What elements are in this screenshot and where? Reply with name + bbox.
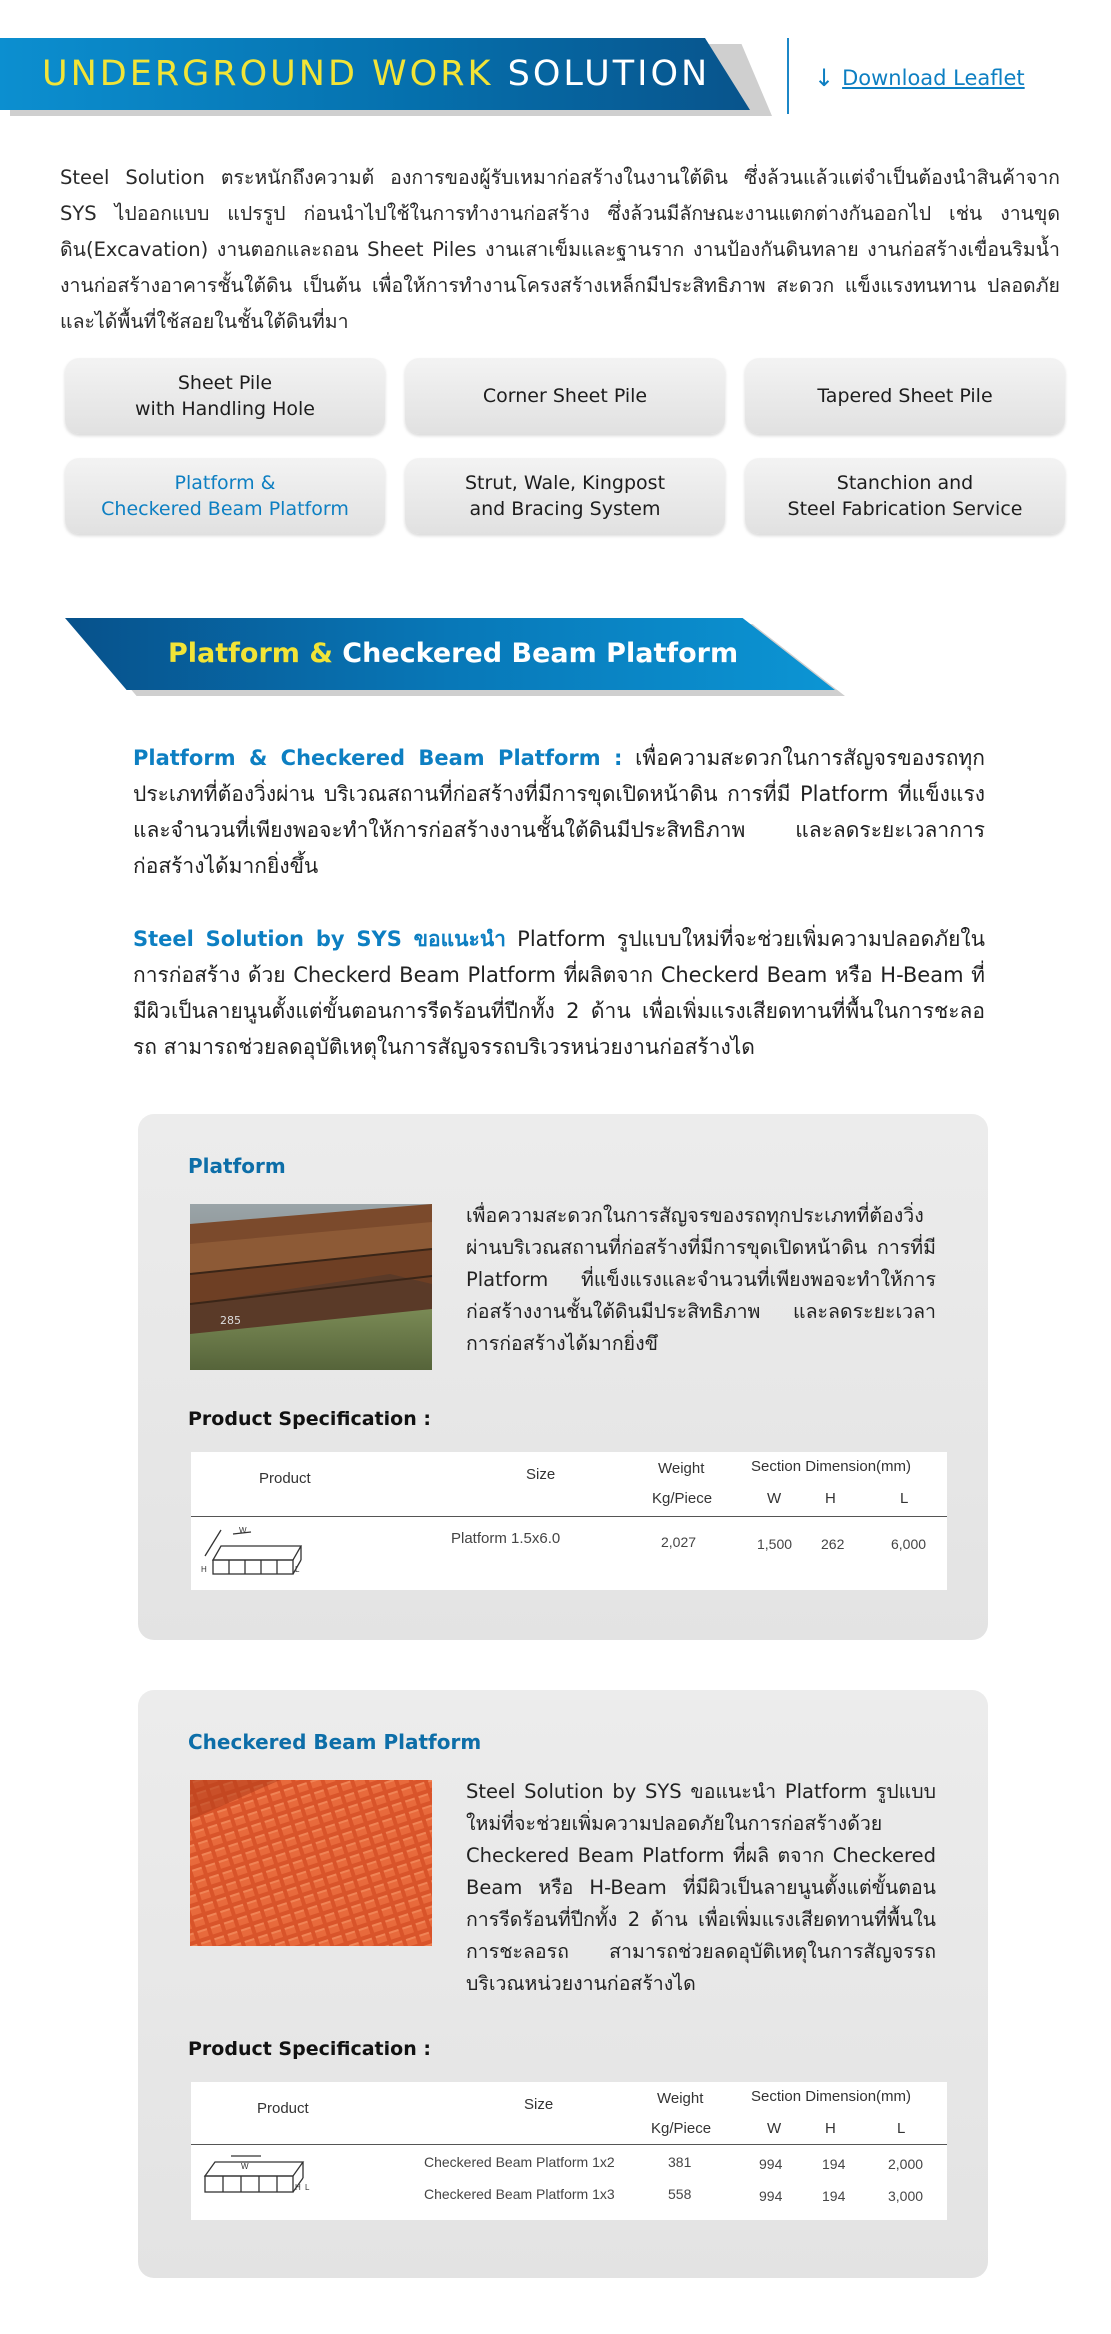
download-leaflet-label: Download Leaflet [842, 66, 1025, 90]
svg-text:L: L [305, 2183, 310, 2192]
spec-row-size: Platform 1.5x6.0 [451, 1530, 561, 1547]
spec-header-section: Section Dimension(mm) [751, 1458, 912, 1475]
header-title-part1: UNDERGROUND WORK [42, 54, 494, 94]
platform-card [138, 1114, 988, 1640]
spec-row-1-h: 194 [822, 2156, 846, 2172]
spec-header-rule [191, 2144, 947, 2145]
spec-header-weight-unit: Kg/Piece [651, 2120, 712, 2137]
spec-header-l: L [897, 2120, 906, 2137]
download-leaflet-link[interactable] [814, 66, 1025, 90]
category-sheet-pile-handling-hole[interactable]: Sheet Pile with Handling Hole [65, 358, 385, 434]
category-corner-sheet-pile[interactable]: Corner Sheet Pile [405, 358, 725, 434]
header-title-part2: SOLUTION [507, 54, 711, 94]
spec-row-w: 1,500 [757, 1536, 793, 1552]
svg-text:285: 285 [220, 1314, 241, 1327]
paragraph-1-lead: Platform & Checkered Beam Platform : [133, 746, 623, 770]
spec-row-weight: 2,027 [661, 1534, 697, 1550]
section-paragraph-2 [133, 921, 985, 1065]
spec-header-size: Size [524, 2096, 554, 2113]
platform-description: เพื่อความสะดวกในการสัญจรของรถทุกประเภทที่ต้องวิ่งผ่านบริเวณสถานที่ก่อสร้างที่มีการขุดเปิดหน้าดิน การที่มี Platform ที่แข็งแรงและจำนวนที่เพียงพอจะทำให้การก่อสร้างงานชั้นใต้ดินมีประสิทธิภาพ และลดระยะเวลาการก่อสร้างได้มากยิ่งขึ [466, 1204, 936, 1355]
spec-header-h: H [825, 2120, 836, 2137]
checkered-beam-description: Steel Solution by SYS ขอแนะนำ Platform รูปแบบใหม่ที่จะช่วยเพิ่มความปลอดภัยในการก่อสร้างด้วย Checkered Beam Platform ที่ผลิ ตจาก Checkered Beam หรือ H-Beam ที่มีผิวเป็นลายนูนตั้งแต่ขั้นตอนการรีดร้อนที่ปีกทั้ง 2 ด้าน เพื่อเพิ่มแรงเสียดทานที่พื้นในการชะลอรถ สามารถช่วยลดอุบัติเหตุในการสัญจรรถบริเวณหน่วยงานก่อสร้างได [466, 1780, 936, 1995]
spec-header-weight: Weight [658, 1460, 705, 1477]
svg-text:W: W [241, 2162, 249, 2171]
header-divider [787, 38, 789, 114]
section-title-banner [65, 618, 835, 690]
spec-row-1-l: 2,000 [888, 2156, 924, 2172]
platform-spec-title: Product Specification : [188, 1408, 431, 1430]
category-grid [65, 358, 1065, 534]
spec-header-weight-unit: Kg/Piece [652, 1490, 713, 1507]
category-stanchion-fabrication[interactable]: Stanchion and Steel Fabrication Service [745, 458, 1065, 534]
svg-text:H: H [201, 1565, 207, 1574]
spec-row-1-size: Checkered Beam Platform 1x2 [424, 2154, 615, 2170]
checkered-beam-card-title: Checkered Beam Platform [188, 1730, 482, 1754]
intro-paragraph: Steel Solution ตระหนักถึงความต้ องการของผู้รับเหมาก่อสร้างในงานใต้ดิน ซึ่งล้วนแล้วแต่จำเป็นต้องนำสินค้าจาก SYS ไปออกแบบ แปรรูป ก่อนนำไปใช้ในการทำงานก่อสร้าง ซึ่งล้วนมีลักษณะงานแตกต่างกันออกไป เช่น งานขุดดิน(Excavation) งานตอกและถอน Sheet Piles งานเสาเข็มและฐานราก งานป้องกันดินทลาย งานก่อสร้างเขื่อนริมน้ำ งานก่อสร้างอาคารชั้นใต้ดิน เป็นต้น เพื่อให้การทำงานโครงสร้างเหล็กมีประสิทธิภาพ สะดวก แข็งแรงทนทาน ปลอดภัย และได้พื้นที่ใช้สอยในชั้นใต้ดินที่มา [60, 166, 1060, 333]
spec-row-1-w: 994 [759, 2156, 783, 2172]
category-tapered-sheet-pile[interactable]: Tapered Sheet Pile [745, 358, 1065, 434]
svg-text:L: L [295, 1565, 300, 1574]
spec-row-2-size: Checkered Beam Platform 1x3 [424, 2186, 615, 2202]
paragraph-2-text: Platform รูปแบบใหม่ที่จะช่วยเพิ่มความปลอดภัยในการก่อสร้าง ด้วย Checkerd Beam Platform ที่ผลิตจาก Checkerd Beam หรือ H-Beam ที่มีผิวเป็นลายนูนตั้งแต่ขั้นตอนการรีดร้อนที่ปีกทั้ง 2 ด้าน เพื่อเพิ่มแรงเสียดทานที่พื้นในการชะลอรถ สามารถช่วยลดอุบัติเหตุในการสัญจรรถบริเวรหน่วยงานก่อสร้างได [133, 927, 985, 1059]
spec-row-h: 262 [821, 1536, 845, 1552]
section-title [168, 638, 738, 669]
spec-header-w: W [767, 1490, 782, 1507]
spec-row-1-weight: 381 [668, 2154, 692, 2170]
spec-row-2-l: 3,000 [888, 2188, 924, 2204]
checkered-beam-photo [190, 1780, 432, 1946]
checkered-beam-spec-title: Product Specification : [188, 2038, 431, 2060]
checkered-beam-diagram-icon [201, 2152, 313, 2207]
svg-text:W: W [239, 1526, 247, 1535]
spec-header-w: W [767, 2120, 782, 2137]
category-strut-wale-kingpost[interactable]: Strut, Wale, Kingpost and Bracing System [405, 458, 725, 534]
checkered-beam-card [138, 1690, 988, 2278]
paragraph-1-text: เพื่อความสะดวกในการสัญจรของรถทุกประเภทที่ต้องวิ่งผ่าน บริเวณสถานที่ก่อสร้างที่มีการขุดเปิดหน้าดิน การที่มี Platform ที่แข็งแรงและจำนวนที่เพียงพอจะทำให้การก่อสร้างงานชั้นใต้ดินมีประสิทธิภาพ และลดระยะเวลาการก่อสร้างได้มากยิ่งขึ้น [133, 746, 985, 878]
spec-row-2-weight: 558 [668, 2186, 692, 2202]
spec-header-h: H [825, 1490, 836, 1507]
spec-header-size: Size [526, 1466, 556, 1483]
spec-row-l: 6,000 [891, 1536, 927, 1552]
spec-row-2-w: 994 [759, 2188, 783, 2204]
spec-header-product: Product [259, 1470, 311, 1487]
section-title-part1: Platform & [168, 638, 333, 669]
spec-header-l: L [900, 1490, 909, 1507]
spec-header-section: Section Dimension(mm) [751, 2088, 912, 2105]
down-arrow-icon: ↓ [814, 64, 835, 92]
spec-header-product: Product [257, 2100, 309, 2117]
section-paragraph-1 [133, 740, 985, 884]
category-platform-checkered-beam[interactable]: Platform & Checkered Beam Platform [65, 458, 385, 534]
checkered-beam-spec-table [191, 2082, 947, 2220]
paragraph-2-lead: Steel Solution by SYS ขอแนะนำ [133, 927, 506, 951]
header-title [42, 54, 710, 94]
header-banner [0, 38, 750, 110]
platform-diagram-icon [199, 1522, 307, 1587]
section-title-part2: Checkered Beam Platform [342, 638, 739, 669]
platform-card-title: Platform [188, 1154, 286, 1178]
svg-text:H: H [295, 2183, 301, 2192]
platform-spec-table [191, 1452, 947, 1590]
platform-photo [190, 1204, 432, 1370]
spec-row-2-h: 194 [822, 2188, 846, 2204]
spec-header-weight: Weight [657, 2090, 704, 2107]
spec-header-rule [191, 1516, 947, 1517]
